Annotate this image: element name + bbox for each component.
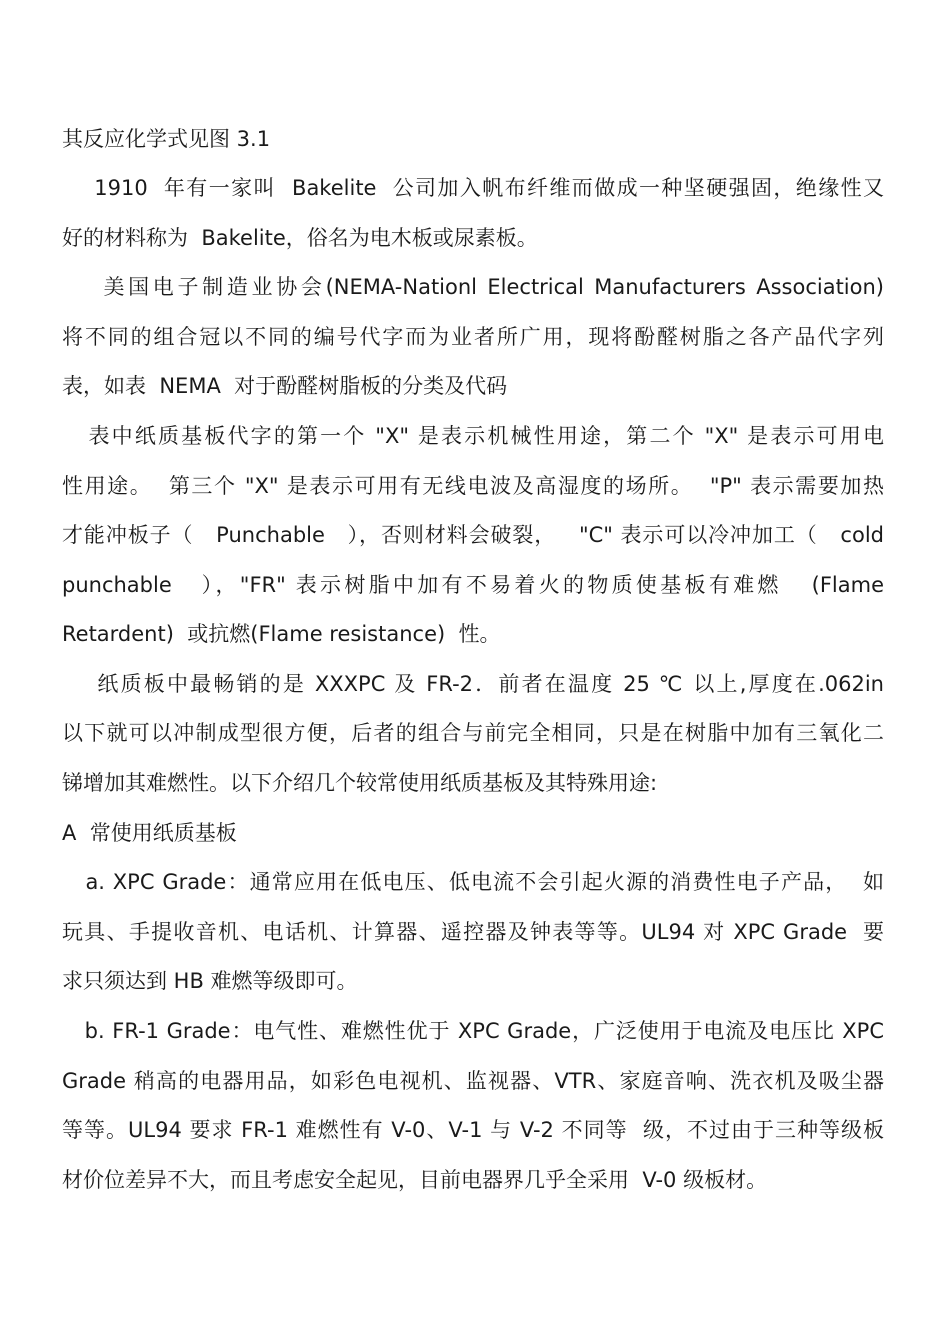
- text-line: 玩具、手提收音机、电话机、计算器、遥控器及钟表等等。UL94 对 XPC Grade 要: [62, 920, 884, 944]
- text-line: 求只须达到 HB 难燃等级即可。: [62, 969, 358, 993]
- section-heading: A 常使用纸质基板: [62, 821, 237, 845]
- text-line: 表中纸质基板代字的第一个 "X" 是表示机械性用途，第二个 "X" 是表示可用电: [62, 424, 884, 448]
- text-line: 才能冲板子（ Punchable ），否则材料会破裂， "C" 表示可以冷冲加工（ cold: [62, 523, 884, 547]
- text-line: 1910 年有一家叫 Bakelite 公司加入帆布纤维而做成一种坚硬强固，绝缘性又: [62, 176, 884, 200]
- text-line: 等等。UL94 要求 FR-1 难燃性有 V-0、V-1 与 V-2 不同等 级，不过由于三种等级板: [62, 1118, 884, 1142]
- text-line: Retardent) 或抗燃(Flame resistance) 性。: [62, 622, 501, 646]
- text-line: 表，如表 NEMA 对于酚醛树脂板的分类及代码: [62, 374, 508, 398]
- text-line: 好的材料称为 Bakelite，俗名为电木板或尿素板。: [62, 226, 538, 250]
- text-line: 将不同的组合冠以不同的编号代字而为业者所广用，现将酚醛树脂之各产品代字列: [62, 325, 884, 349]
- text-line: punchable ），"FR" 表示树脂中加有不易着火的物质使基板有难燃 (Flame: [62, 573, 884, 597]
- text-line: 以下就可以冲制成型很方便，后者的组合与前完全相同，只是在树脂中加有三氧化二: [62, 721, 884, 745]
- text-line: b. FR-1 Grade：电气性、难燃性优于 XPC Grade，广泛使用于电流及电压比 XPC: [62, 1019, 884, 1043]
- text-line: a. XPC Grade：通常应用在低电压、低电流不会引起火源的消费性电子产品， 如: [62, 870, 884, 894]
- text-line: 材价位差异不大，而且考虑安全起见，目前电器界几乎全采用 V-0 级板材。: [62, 1168, 768, 1192]
- text-line: 其反应化学式见图 3.1: [62, 127, 271, 151]
- text-line: 美国电子制造业协会(NEMA-Nationl Electrical Manufacturers Association): [62, 275, 884, 299]
- text-line: 纸质板中最畅销的是 XXXPC 及 FR-2．前者在温度 25 ℃ 以上,厚度在.062in: [62, 672, 884, 696]
- text-line: 性用途。 第三个 "X" 是表示可用有无线电波及高湿度的场所。 "P" 表示需要加热: [62, 474, 884, 498]
- text-line: 锑增加其难燃性。以下介绍几个较常使用纸质基板及其特殊用途:: [62, 771, 658, 795]
- text-line: Grade 稍高的电器用品，如彩色电视机、监视器、VTR、家庭音响、洗衣机及吸尘器: [62, 1069, 884, 1093]
